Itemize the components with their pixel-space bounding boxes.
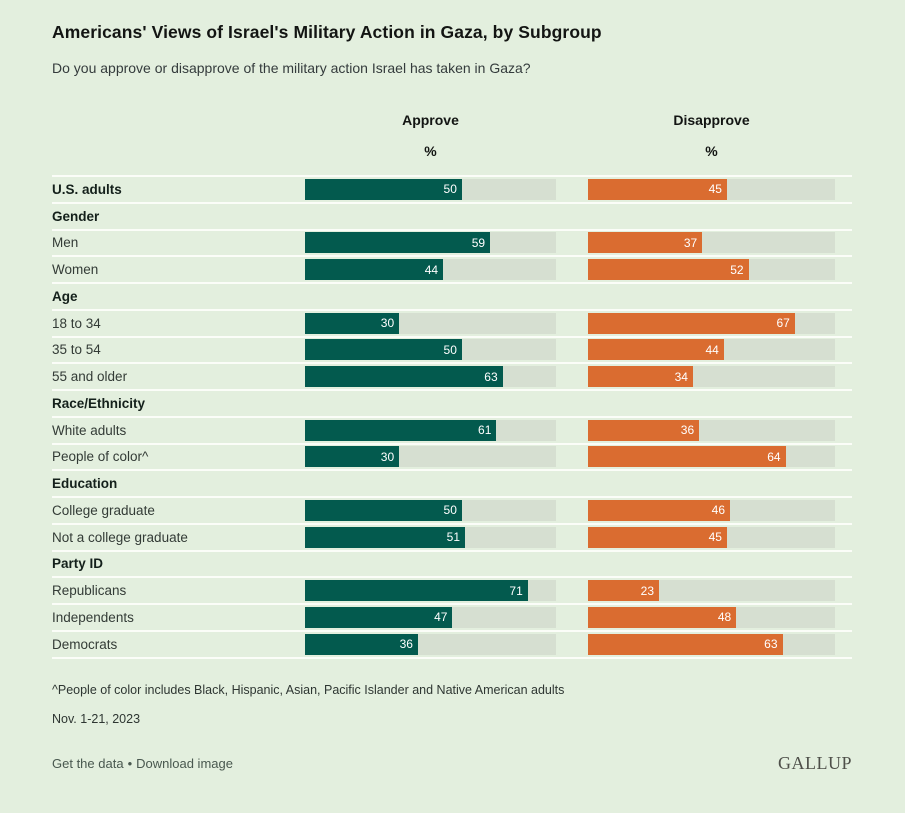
disapprove-bar bbox=[588, 366, 693, 387]
footer bbox=[52, 753, 852, 774]
approve-track bbox=[305, 580, 556, 601]
approve-value: 44 bbox=[424, 262, 439, 277]
row-label: 18 to 34 bbox=[52, 315, 101, 331]
approve-value: 51 bbox=[446, 530, 460, 545]
approve-bar bbox=[305, 313, 399, 334]
approve-value: 50 bbox=[443, 182, 457, 197]
disapprove-track bbox=[588, 366, 835, 387]
survey-date: Nov. 1-21, 2023 bbox=[52, 711, 141, 726]
row-label: White adults bbox=[52, 422, 127, 438]
approve-value: 47 bbox=[434, 610, 448, 625]
footer-links bbox=[52, 756, 233, 771]
gallup-logo: GALLUP bbox=[778, 752, 852, 773]
disapprove-bar bbox=[588, 313, 795, 334]
approve-track bbox=[305, 607, 556, 628]
footnote: ^People of color includes Black, Hispanic, Asian, Pacific Islander and Native American adults bbox=[52, 682, 565, 697]
approve-value: 36 bbox=[399, 637, 413, 652]
disapprove-track bbox=[588, 313, 835, 334]
disapprove-value: 44 bbox=[705, 342, 719, 357]
approve-bar bbox=[305, 259, 443, 280]
approve-bar bbox=[305, 500, 462, 521]
table-row bbox=[52, 525, 852, 552]
disapprove-value: 52 bbox=[730, 262, 744, 277]
approve-value: 71 bbox=[509, 583, 523, 598]
disapprove-bar bbox=[588, 232, 702, 253]
approve-bar bbox=[305, 420, 496, 441]
approve-bar bbox=[305, 339, 462, 360]
section-label: Education bbox=[52, 476, 118, 492]
section-row bbox=[52, 204, 852, 231]
approve-bar bbox=[305, 607, 452, 628]
disapprove-bar bbox=[588, 527, 727, 548]
disapprove-bar bbox=[588, 634, 783, 655]
approve-track bbox=[305, 446, 556, 467]
row-label: Republicans bbox=[52, 583, 127, 599]
disapprove-value: 45 bbox=[708, 182, 722, 197]
disapprove-value: 46 bbox=[711, 503, 726, 518]
approve-track bbox=[305, 420, 556, 441]
approve-track bbox=[305, 313, 556, 334]
disapprove-track bbox=[588, 607, 835, 628]
approve-bar bbox=[305, 446, 399, 467]
approve-track bbox=[305, 634, 556, 655]
approve-track bbox=[305, 339, 556, 360]
disapprove-value: 67 bbox=[776, 316, 790, 331]
disapprove-value: 48 bbox=[717, 610, 732, 625]
disapprove-column-header: Disapprove bbox=[673, 112, 750, 128]
disapprove-value: 63 bbox=[764, 637, 778, 652]
table-row bbox=[52, 445, 852, 472]
approve-track bbox=[305, 527, 556, 548]
approve-track bbox=[305, 179, 556, 200]
approve-value: 63 bbox=[484, 369, 498, 384]
disapprove-value: 23 bbox=[640, 583, 654, 598]
approve-track bbox=[305, 232, 556, 253]
approve-track bbox=[305, 259, 556, 280]
column-headers bbox=[52, 112, 852, 128]
disapprove-bar bbox=[588, 580, 659, 601]
row-label: Not a college graduate bbox=[52, 529, 188, 545]
table-row bbox=[52, 605, 852, 632]
section-row bbox=[52, 284, 852, 311]
disapprove-value: 45 bbox=[708, 530, 722, 545]
disapprove-track bbox=[588, 634, 835, 655]
disapprove-track bbox=[588, 446, 835, 467]
table-row bbox=[52, 578, 852, 605]
disapprove-bar bbox=[588, 339, 724, 360]
survey-question: Do you approve or disapprove of the military action Israel has taken in Gaza? bbox=[52, 60, 531, 76]
row-label: Women bbox=[52, 262, 99, 278]
approve-track bbox=[305, 500, 556, 521]
section-label: Gender bbox=[52, 208, 100, 224]
approve-bar bbox=[305, 232, 490, 253]
unit-headers bbox=[52, 143, 852, 159]
row-label: Men bbox=[52, 235, 79, 251]
section-row bbox=[52, 471, 852, 498]
table-row bbox=[52, 257, 852, 284]
section-label: Party ID bbox=[52, 556, 104, 572]
footer-separator: • bbox=[127, 755, 133, 771]
table-row bbox=[52, 231, 852, 258]
row-label: Democrats bbox=[52, 636, 118, 652]
table-row bbox=[52, 418, 852, 445]
approve-bar bbox=[305, 366, 503, 387]
section-label: Age bbox=[52, 288, 78, 304]
disapprove-value: 36 bbox=[680, 423, 695, 438]
disapprove-bar bbox=[588, 500, 730, 521]
disapprove-value: 37 bbox=[683, 235, 698, 250]
download-image-link[interactable]: Download image bbox=[136, 755, 233, 771]
disapprove-value: 34 bbox=[674, 369, 688, 384]
disapprove-track bbox=[588, 500, 835, 521]
page-title: Americans' Views of Israel's Military Action in Gaza, by Subgroup bbox=[52, 22, 602, 42]
approve-column-header: Approve bbox=[402, 112, 459, 128]
section-label: Race/Ethnicity bbox=[52, 395, 146, 411]
table-row bbox=[52, 364, 852, 391]
table-row bbox=[52, 498, 852, 525]
row-label: 55 and older bbox=[52, 369, 128, 385]
section-row bbox=[52, 391, 852, 418]
disapprove-track bbox=[588, 527, 835, 548]
approve-value: 50 bbox=[443, 503, 457, 518]
disapprove-track bbox=[588, 259, 835, 280]
approve-value: 61 bbox=[478, 423, 492, 438]
disapprove-track bbox=[588, 232, 835, 253]
approve-unit-label: % bbox=[424, 143, 437, 159]
get-the-data-link[interactable]: Get the data bbox=[52, 755, 124, 771]
disapprove-unit-label: % bbox=[705, 143, 718, 159]
disapprove-track bbox=[588, 580, 835, 601]
approve-value: 30 bbox=[380, 449, 395, 464]
row-label: U.S. adults bbox=[52, 181, 122, 197]
table-row bbox=[52, 177, 852, 204]
disapprove-track bbox=[588, 339, 835, 360]
approve-value: 59 bbox=[471, 235, 486, 250]
approve-value: 50 bbox=[443, 342, 457, 357]
disapprove-track bbox=[588, 179, 835, 200]
row-label: College graduate bbox=[52, 502, 155, 518]
approve-bar bbox=[305, 179, 462, 200]
disapprove-bar bbox=[588, 420, 699, 441]
disapprove-bar bbox=[588, 446, 786, 467]
row-label: People of color^ bbox=[52, 449, 149, 465]
disapprove-bar bbox=[588, 607, 736, 628]
approve-bar bbox=[305, 634, 418, 655]
table-row bbox=[52, 338, 852, 365]
table-row bbox=[52, 311, 852, 338]
disapprove-bar bbox=[588, 259, 749, 280]
disapprove-track bbox=[588, 420, 835, 441]
approve-value: 30 bbox=[380, 316, 395, 331]
table-row bbox=[52, 632, 852, 659]
disapprove-value: 64 bbox=[767, 449, 781, 464]
approve-bar bbox=[305, 580, 528, 601]
section-row bbox=[52, 552, 852, 579]
approve-bar bbox=[305, 527, 465, 548]
row-label: Independents bbox=[52, 609, 134, 625]
row-label: 35 to 54 bbox=[52, 342, 101, 358]
chart-rows bbox=[52, 175, 852, 659]
disapprove-bar bbox=[588, 179, 727, 200]
approve-track bbox=[305, 366, 556, 387]
